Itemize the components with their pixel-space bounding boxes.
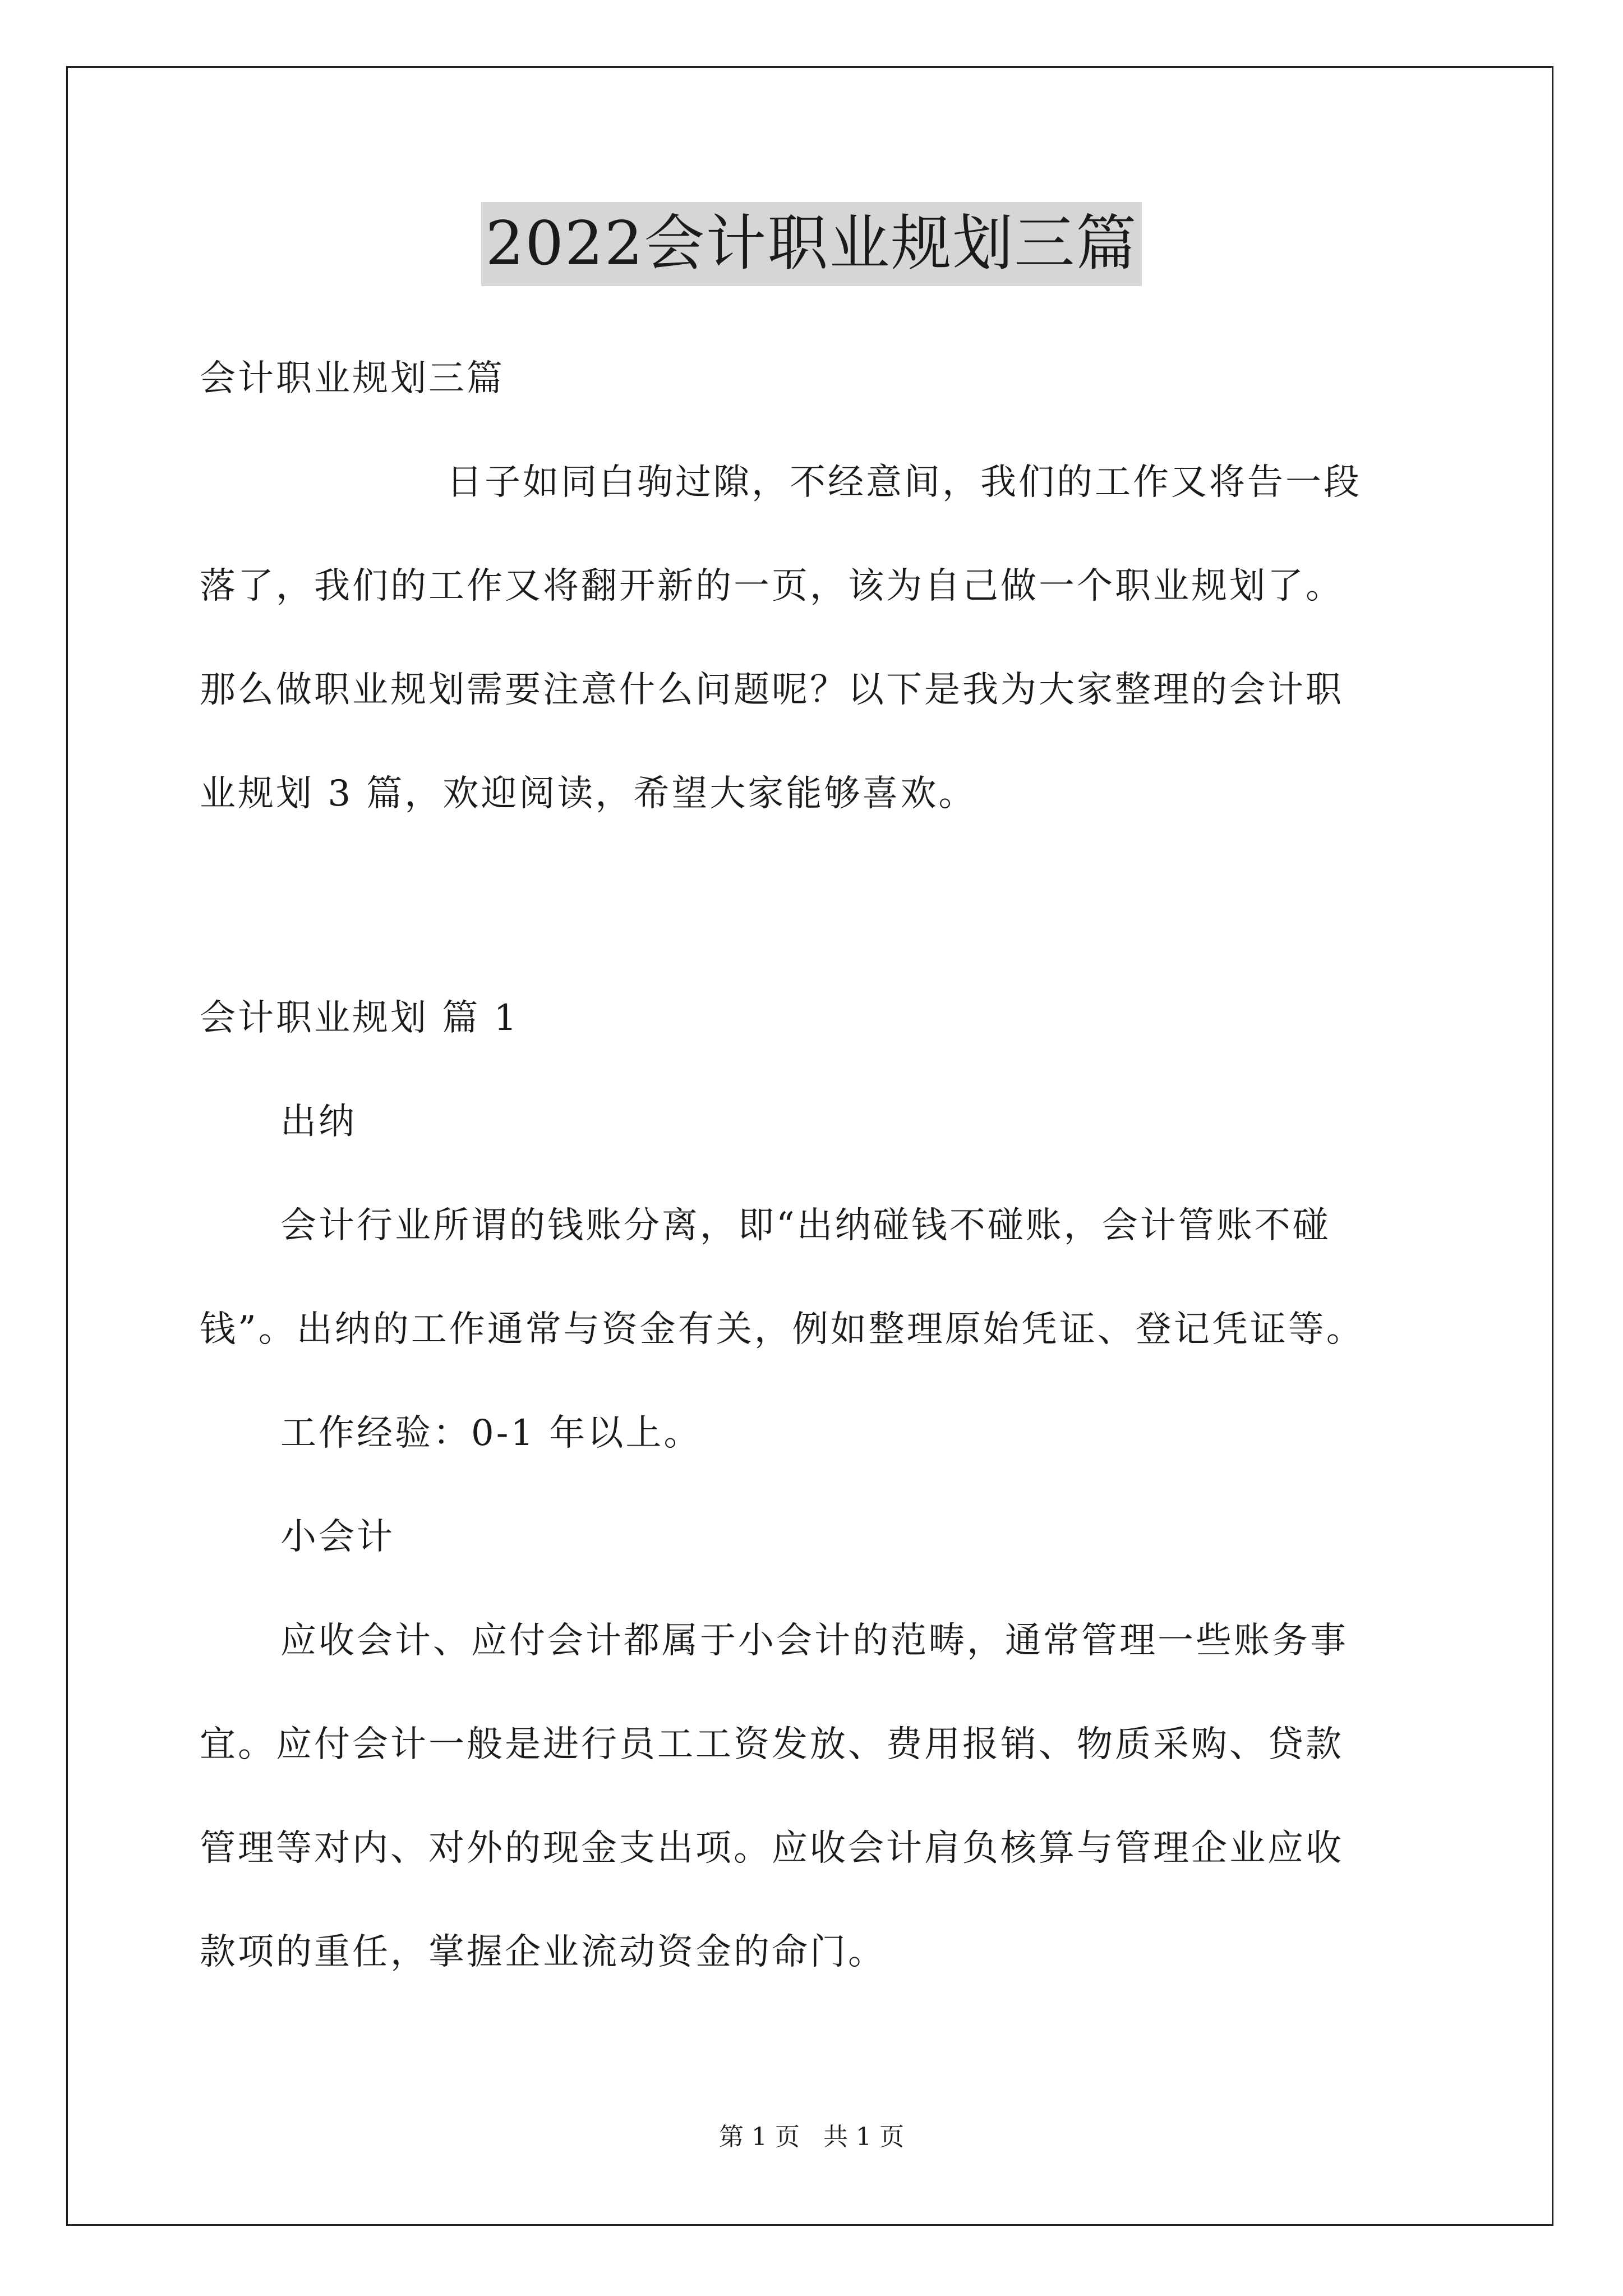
intro-line-1: 日子如同白驹过隙，不经意间，我们的工作又将告一段 bbox=[446, 462, 1362, 503]
junior-paragraph-line-3: 管理等对内、对外的现金支出项。应收会计肩负核算与管理企业应收 bbox=[200, 1828, 1344, 1869]
junior-accountant-heading: 小会计 bbox=[280, 1516, 395, 1558]
junior-paragraph-line-1: 应收会计、应付会计都属于小会计的范畴，通常管理一些账务事 bbox=[280, 1620, 1348, 1662]
title-container bbox=[0, 202, 1623, 286]
cashier-paragraph-line-1: 会计行业所谓的钱账分离，即“出纳碰钱不碰账，会计管账不碰 bbox=[280, 1205, 1331, 1246]
document-title: 2022会计职业规划三篇 bbox=[481, 202, 1142, 286]
junior-paragraph-line-2: 宜。应付会计一般是进行员工工资发放、费用报销、物质采购、贷款 bbox=[200, 1724, 1344, 1765]
cashier-experience: 工作经验：0-1 年以上。 bbox=[280, 1412, 702, 1454]
document-subtitle: 会计职业规划三篇 bbox=[200, 358, 505, 399]
cashier-heading: 出纳 bbox=[280, 1101, 357, 1143]
intro-line-3: 那么做职业规划需要注意什么问题呢？以下是我为大家整理的会计职 bbox=[200, 669, 1344, 711]
intro-line-4: 业规划 3 篇，欢迎阅读，希望大家能够喜欢。 bbox=[200, 773, 977, 815]
intro-line-2: 落了，我们的工作又将翻开新的一页，该为自己做一个职业规划了。 bbox=[200, 565, 1344, 607]
cashier-paragraph-line-2: 钱”。出纳的工作通常与资金有关，例如整理原始凭证、登记凭证等。 bbox=[200, 1309, 1364, 1350]
page-footer: 第 1 页 共 1 页 bbox=[719, 2123, 904, 2151]
junior-paragraph-line-4: 款项的重任，掌握企业流动资金的命门。 bbox=[200, 1931, 886, 1973]
section-1-heading: 会计职业规划 篇 1 bbox=[200, 997, 519, 1039]
